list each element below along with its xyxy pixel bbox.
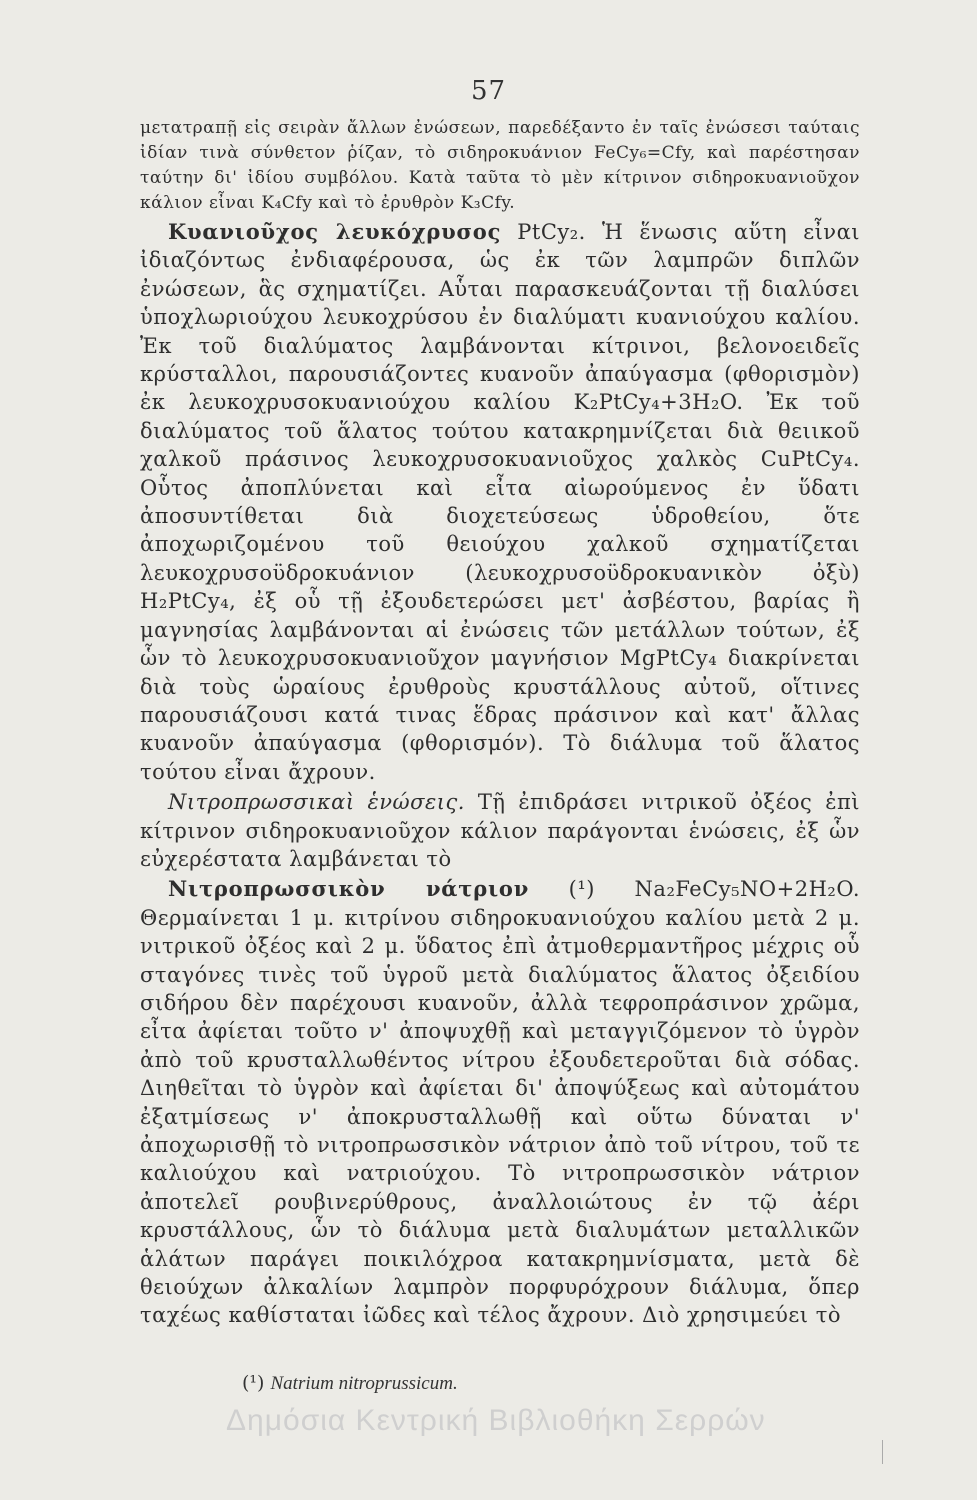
section-heading-sodium-nitroprusside: Νιτροπρωσσικὸν νάτριον xyxy=(168,876,530,902)
library-watermark: Δημόσια Κεντρική Βιβλιοθήκη Σερρών xyxy=(226,1404,766,1437)
page-number: 57 xyxy=(470,76,507,106)
paragraph-nitroprusside-compounds xyxy=(140,788,860,873)
italic-lead: Νιτροπρωσσικαὶ ἑνώσεις. xyxy=(168,790,465,815)
body-text xyxy=(140,116,860,1330)
footnote-marker: (¹) xyxy=(242,1372,265,1394)
paragraph-continuation: μετατραπῇ εἰς σειρὰν ἄλλων ἐνώσεων, παρεδέξαντο ἐν ταῖς ἐνώσεσι ταύταις ἰδίαν τινὰ σύνθετον ῥίζαν, τὸ σιδηροκυάνιον FeCy₆=Cfy, καὶ παρέστησαν ταύτην δι' ἰδίου συμβόλου. Κατὰ ταῦτα τὸ μὲν κίτρινον σιδηροκυανιοῦχον κάλιον εἶναι K₄Cfy καὶ τὸ ἐρυθρὸν K₃Cfy. xyxy=(140,118,860,213)
paragraph-text: PtCy₂. Ἡ ἕνωσις αὕτη εἶναι ἰδιαζόντως ἐνδιαφέρουσα, ὡς ἐκ τῶν λαμπρῶν διπλῶν ἐνώσεων, ἃς σχηματίζει. Αὗται παρασκευάζονται τῇ διαλύσει ὑποχλωριούχου λευκοχρύσου ἐν διαλύματι κυανιούχου καλίου. Ἐκ τοῦ διαλύματος λαμβάνονται κίτρινοι, βελονοειδεῖς κρύσταλλοι, παρουσιάζοντες κυανοῦν ἀπαύγασμα (φθορισμὸν) ἐκ λευκοχρυσοκυανιούχου καλίου K₂PtCy₄+3H₂O. Ἐκ τοῦ διαλύματος τοῦ ἅλατος τούτου κατακρημνίζεται διὰ θειικοῦ χαλκοῦ πράσινος λευκοχρυσοκυανιοῦχος χαλκὸς CuPtCy₄. Οὗτος ἀποπλύνεται καὶ εἶτα αἰωρούμενος ἐν ὕδατι ἀποσυντίθεται διὰ διοχετεύσεως ὑδροθείου, ὅτε ἀποχωριζομένου τοῦ θειούχου χαλκοῦ σχηματίζεται λευκοχρυσοϋδροκυάνιον (λευκοχρυσοϋδροκυανικὸν ὀξὺ) H₂PtCy₄, ἐξ οὗ τῇ ἐξουδετερώσει μετ' ἀσβέστου, βαρίας ἢ μαγνησίας λαμβάνονται αἱ ἐνώσεις τῶν μετάλλων τούτων, ἐξ ὧν τὸ λευκοχρυσοκυανιοῦχον μαγνήσιον MgPtCy₄ διακρίνεται διὰ τοὺς ὡραίους ἐρυθροὺς κρυστάλλους αὐτοῦ, οἵτινες παρουσιάζουσι κατά τινας ἕδρας πράσινον καὶ κατ' ἄλλας κυανοῦν ἀπαύγασμα (φθορισμόν). Τὸ διάλυμα τοῦ ἅλατος τούτου εἶναι ἄχρουν. xyxy=(140,220,860,784)
margin-mark xyxy=(882,1440,883,1464)
paragraph-platinum-cyanide xyxy=(140,218,860,786)
paragraph-text: (¹) Na₂FeCy₅NO+2H₂O. Θερμαίνεται 1 μ. κιτρίνου σιδηροκυανιούχου καλίου μετὰ 2 μ. νιτρικοῦ ὀξέος καὶ 2 μ. ὕδατος ἐπὶ ἀτμοθερμαντῆρος μέχρις οὗ σταγόνες τινὲς τοῦ ὑγροῦ μετὰ διαλύματος ἅλατος ὀξειδίου σιδήρου δὲν παρέχουσι κυανοῦν, ἀλλὰ τεφροπράσινον χρῶμα, εἶτα ἀφίεται τοῦτο ν' ἀποψυχθῇ καὶ μεταγγιζόμενον τὸ ὑγρὸν ἀπὸ τοῦ κρυσταλλωθέντος νίτρου ἐξουδετεροῦται διὰ σόδας. Διηθεῖται τὸ ὑγρὸν καὶ ἀφίεται δι' ἀποψύξεως καὶ αὐτομάτου ἐξατμίσεως ν' ἀποκρυσταλλωθῇ καὶ οὕτω δύναται ν' ἀποχωρισθῇ τὸ νιτροπρωσσικὸν νάτριον ἀπὸ τοῦ νίτρου, τοῦ τε καλιούχου καὶ νατριούχου. Τὸ νιτροπρωσσικὸν νάτριον ἀποτελεῖ ρουβινερύθρους, ἀναλλοιώτους ἐν τῷ ἀέρι κρυστάλλους, ὧν τὸ διάλυμα μετὰ διαλυμάτων μεταλλικῶν ἁλάτων παράγει ποικιλόχροα κατακρημνίσματα, μετὰ δὲ θειούχων ἀλκαλίων λαμπρὸν πορφυρόχρουν διάλυμα, ὅπερ ταχέως καθίσταται ἰῶδες καὶ τέλος ἄχρουν. Διὸ χρησιμεύει τὸ xyxy=(140,877,860,1328)
footnote-text: Natrium nitroprussicum. xyxy=(270,1373,458,1394)
paragraph-sodium-nitroprusside xyxy=(140,875,860,1330)
section-heading-platinum-cyanide: Κυανιοῦχος λευκόχρυσος xyxy=(168,219,502,244)
footnote xyxy=(242,1372,882,1395)
paragraph-text: Τῇ ἐπιδράσει νιτρικοῦ ὀξέος ἐπὶ κίτρινον σιδηροκυανιοῦχον κάλιον παράγονται ἑνώσεις, ἐξ ὧν εὐχερέστατα λαμβάνεται τὸ xyxy=(140,790,860,871)
